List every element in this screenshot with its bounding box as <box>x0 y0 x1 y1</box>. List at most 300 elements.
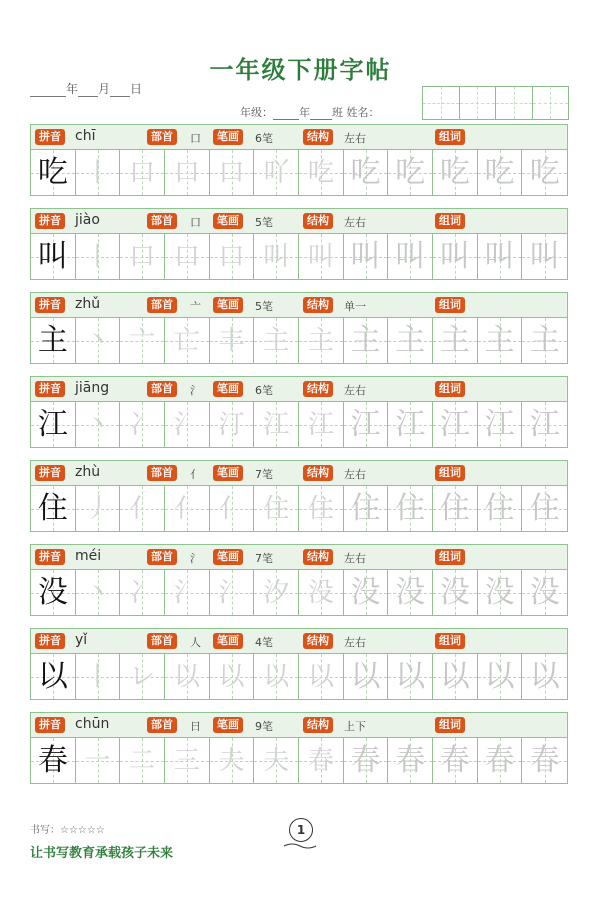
words-badge: 组词 <box>435 633 465 649</box>
strokes-text: 9笔 <box>255 720 273 733</box>
stroke-order-cell[interactable] <box>165 654 210 699</box>
radical-badge: 部首 <box>147 129 177 145</box>
pinyin-badge: 拼音 <box>35 465 65 481</box>
tracing-cell[interactable] <box>388 150 433 195</box>
trace-character: 住 <box>395 490 426 526</box>
stroke-order-cell[interactable] <box>299 150 344 195</box>
structure-badge: 结构 <box>303 633 333 649</box>
stroke-step: 没 <box>307 577 334 608</box>
model-character: 江 <box>37 406 68 442</box>
model-character-cell <box>31 738 76 783</box>
radical-text: 日 <box>190 720 201 733</box>
stroke-order-cell[interactable] <box>254 570 299 615</box>
trace-character: 叫 <box>395 238 426 274</box>
radical-badge: 部首 <box>147 213 177 229</box>
stroke-step: 主 <box>307 325 334 356</box>
stroke-order-cell[interactable] <box>299 570 344 615</box>
structure-badge: 结构 <box>303 129 333 145</box>
tracing-cell[interactable] <box>388 738 433 783</box>
tracing-cell[interactable] <box>522 402 567 447</box>
stroke-order-cell[interactable] <box>254 486 299 531</box>
structure-badge: 结构 <box>303 297 333 313</box>
tracing-cell[interactable] <box>522 234 567 279</box>
stroke-step: 丶 <box>84 409 111 440</box>
stroke-order-cell[interactable] <box>210 150 255 195</box>
stroke-order-cell[interactable] <box>299 738 344 783</box>
trace-character: 住 <box>484 490 515 526</box>
stroke-step: 亠 <box>129 325 156 356</box>
student-info <box>240 104 380 120</box>
tracing-cell[interactable] <box>522 570 567 615</box>
writing-grid <box>30 738 568 784</box>
radical-badge: 部首 <box>147 381 177 397</box>
stroke-step: 吃 <box>307 157 334 188</box>
trace-character: 吃 <box>350 154 381 190</box>
radical-text: 口 <box>190 132 201 145</box>
writing-grid <box>30 234 568 280</box>
pinyin-badge: 拼音 <box>35 633 65 649</box>
stroke-order-cell[interactable] <box>299 654 344 699</box>
page-number: 1 <box>289 818 313 842</box>
pinyin-text: zhù <box>75 464 101 480</box>
strokes-text: 5笔 <box>255 216 273 229</box>
model-character-cell <box>31 486 76 531</box>
month-blank[interactable] <box>78 84 98 97</box>
stroke-step: 口 <box>218 241 245 272</box>
stroke-order-cell[interactable] <box>210 654 255 699</box>
stroke-order-cell[interactable] <box>76 570 121 615</box>
trace-character: 叫 <box>350 238 381 274</box>
stroke-order-cell[interactable] <box>120 570 165 615</box>
radical-text: 亠 <box>190 300 201 313</box>
stroke-step: 口 <box>173 241 200 272</box>
character-info-bar <box>30 376 568 402</box>
pinyin-text: yǐ <box>75 632 88 648</box>
stroke-order-cell[interactable] <box>165 486 210 531</box>
trace-character: 以 <box>395 658 426 694</box>
tracing-cell[interactable] <box>388 234 433 279</box>
trace-character: 以 <box>439 658 470 694</box>
stroke-order-cell[interactable] <box>120 738 165 783</box>
date-line <box>30 80 142 97</box>
strokes-badge: 笔画 <box>213 381 243 397</box>
stroke-step: 吖 <box>263 157 290 188</box>
tracing-cell[interactable] <box>433 318 478 363</box>
name-boxes[interactable] <box>422 86 568 120</box>
radical-text: 氵 <box>190 384 201 397</box>
model-character-cell <box>31 402 76 447</box>
pinyin-text: jiāng <box>75 380 110 396</box>
trace-character: 叫 <box>439 238 470 274</box>
stroke-step: 江 <box>307 409 334 440</box>
name-cell[interactable] <box>422 86 460 120</box>
stroke-order-cell[interactable] <box>165 738 210 783</box>
tracing-cell[interactable] <box>344 570 389 615</box>
practice-block <box>30 712 568 784</box>
strokes-text: 6笔 <box>255 132 273 145</box>
tracing-cell[interactable] <box>344 486 389 531</box>
page-number-decoration <box>282 842 318 850</box>
model-character-cell <box>31 234 76 279</box>
tracing-cell[interactable] <box>478 738 523 783</box>
stroke-order-cell[interactable] <box>210 234 255 279</box>
month-label: 月 <box>98 82 111 96</box>
model-character-cell <box>31 150 76 195</box>
tracing-cell[interactable] <box>522 654 567 699</box>
model-character: 以 <box>37 658 68 694</box>
stroke-order-cell[interactable] <box>165 318 210 363</box>
slogan: 让书写教育承载孩子未来 <box>30 846 174 861</box>
structure-text: 左右 <box>344 636 366 649</box>
tracing-cell[interactable] <box>522 318 567 363</box>
day-label: 日 <box>130 82 143 96</box>
trace-character: 江 <box>439 406 470 442</box>
structure-badge: 结构 <box>303 465 333 481</box>
tracing-cell[interactable] <box>344 654 389 699</box>
trace-character: 主 <box>439 322 470 358</box>
tracing-cell[interactable] <box>433 234 478 279</box>
structure-badge: 结构 <box>303 717 333 733</box>
tracing-cell[interactable] <box>344 738 389 783</box>
stroke-step: 冫 <box>129 577 156 608</box>
stroke-step: 亡 <box>173 325 200 356</box>
model-character: 没 <box>37 574 68 610</box>
name-cell[interactable] <box>495 86 533 120</box>
writing-grid <box>30 570 568 616</box>
day-blank[interactable] <box>110 84 130 97</box>
strokes-badge: 笔画 <box>213 129 243 145</box>
stroke-order-cell[interactable] <box>120 150 165 195</box>
grade-label: 年级： <box>240 106 273 119</box>
tracing-cell[interactable] <box>388 654 433 699</box>
tracing-cell[interactable] <box>478 318 523 363</box>
stroke-step: 住 <box>307 493 334 524</box>
radical-text: 氵 <box>190 552 201 565</box>
structure-text: 上下 <box>344 720 366 733</box>
structure-text: 单一 <box>344 300 366 313</box>
pinyin-text: jiào <box>75 212 100 228</box>
tracing-cell[interactable] <box>388 402 433 447</box>
strokes-text: 5笔 <box>255 300 273 313</box>
trace-character: 主 <box>484 322 515 358</box>
radical-badge: 部首 <box>147 549 177 565</box>
trace-character: 住 <box>350 490 381 526</box>
strokes-badge: 笔画 <box>213 717 243 733</box>
writing-grid <box>30 654 568 700</box>
practice-block <box>30 292 568 364</box>
tracing-cell[interactable] <box>344 150 389 195</box>
radical-badge: 部首 <box>147 717 177 733</box>
stroke-step: 三 <box>173 745 200 776</box>
structure-text: 左右 <box>344 216 366 229</box>
trace-character: 吃 <box>439 154 470 190</box>
stroke-step: 亻 <box>173 493 200 524</box>
tracing-cell[interactable] <box>433 654 478 699</box>
pinyin-badge: 拼音 <box>35 297 65 313</box>
tracing-cell[interactable] <box>522 150 567 195</box>
stroke-order-cell[interactable] <box>76 486 121 531</box>
name-cell[interactable] <box>532 86 570 120</box>
model-character: 春 <box>37 742 68 778</box>
model-character-cell <box>31 570 76 615</box>
trace-character: 吃 <box>395 154 426 190</box>
tracing-cell[interactable] <box>522 738 567 783</box>
stroke-step: 口 <box>218 157 245 188</box>
structure-text: 左右 <box>344 132 366 145</box>
tracing-cell[interactable] <box>522 486 567 531</box>
tracing-cell[interactable] <box>388 318 433 363</box>
structure-badge: 结构 <box>303 213 333 229</box>
stroke-step: 汀 <box>218 409 245 440</box>
stroke-step: 亻 <box>218 493 245 524</box>
model-character: 住 <box>37 490 68 526</box>
trace-character: 江 <box>395 406 426 442</box>
stroke-step: 冫 <box>129 409 156 440</box>
character-info-bar <box>30 628 568 654</box>
words-badge: 组词 <box>435 465 465 481</box>
pinyin-badge: 拼音 <box>35 381 65 397</box>
stroke-order-cell[interactable] <box>120 318 165 363</box>
trace-character: 叫 <box>484 238 515 274</box>
tracing-cell[interactable] <box>433 738 478 783</box>
character-info-bar <box>30 208 568 234</box>
stroke-order-cell[interactable] <box>165 234 210 279</box>
structure-badge: 结构 <box>303 381 333 397</box>
tracing-cell[interactable] <box>344 402 389 447</box>
tracing-cell[interactable] <box>433 402 478 447</box>
stroke-step: 江 <box>263 409 290 440</box>
trace-character: 春 <box>484 742 515 778</box>
character-info-bar <box>30 712 568 738</box>
writing-grid <box>30 486 568 532</box>
stroke-step: 丿 <box>84 493 111 524</box>
tracing-cell[interactable] <box>388 486 433 531</box>
stroke-order-cell[interactable] <box>165 150 210 195</box>
character-info-bar <box>30 460 568 486</box>
model-character: 主 <box>37 322 68 358</box>
words-badge: 组词 <box>435 717 465 733</box>
trace-character: 以 <box>350 658 381 694</box>
stroke-order-cell[interactable] <box>254 738 299 783</box>
stroke-order-cell[interactable] <box>120 486 165 531</box>
stroke-order-cell[interactable] <box>254 654 299 699</box>
writing-grid <box>30 150 568 196</box>
trace-character: 没 <box>395 574 426 610</box>
stroke-step: 一 <box>84 745 111 776</box>
writing-grid <box>30 402 568 448</box>
tracing-cell[interactable] <box>478 654 523 699</box>
words-badge: 组词 <box>435 549 465 565</box>
stroke-order-cell[interactable] <box>254 234 299 279</box>
trace-character: 主 <box>395 322 426 358</box>
stroke-order-cell[interactable] <box>299 318 344 363</box>
trace-character: 住 <box>439 490 470 526</box>
tracing-cell[interactable] <box>344 318 389 363</box>
model-character-cell <box>31 318 76 363</box>
stroke-step: 以 <box>263 661 290 692</box>
radical-badge: 部首 <box>147 465 177 481</box>
trace-character: 住 <box>529 490 560 526</box>
stroke-step: 以 <box>173 661 200 692</box>
strokes-badge: 笔画 <box>213 297 243 313</box>
structure-text: 左右 <box>344 468 366 481</box>
class-blank[interactable] <box>310 108 332 120</box>
tracing-cell[interactable] <box>478 234 523 279</box>
pinyin-badge: 拼音 <box>35 717 65 733</box>
stroke-step: 口 <box>129 157 156 188</box>
structure-text: 左右 <box>344 552 366 565</box>
practice-block <box>30 544 568 616</box>
radical-text: 人 <box>190 636 201 649</box>
stroke-order-cell[interactable] <box>210 570 255 615</box>
stroke-step: 二 <box>129 745 156 776</box>
stroke-step: 氵 <box>218 577 245 608</box>
stroke-order-cell[interactable] <box>210 318 255 363</box>
words-badge: 组词 <box>435 381 465 397</box>
tracing-cell[interactable] <box>344 234 389 279</box>
stroke-order-cell[interactable] <box>76 738 121 783</box>
radical-text: 亻 <box>190 468 201 481</box>
structure-text: 左右 <box>344 384 366 397</box>
trace-character: 春 <box>529 742 560 778</box>
structure-badge: 结构 <box>303 549 333 565</box>
stroke-step: 丨 <box>84 661 111 692</box>
trace-character: 江 <box>529 406 560 442</box>
trace-character: 以 <box>529 658 560 694</box>
model-character: 叫 <box>37 238 68 274</box>
stroke-step: 汐 <box>263 577 290 608</box>
words-badge: 组词 <box>435 213 465 229</box>
tracing-cell[interactable] <box>433 150 478 195</box>
year-blank[interactable] <box>30 84 66 97</box>
trace-character: 春 <box>439 742 470 778</box>
trace-character: 春 <box>395 742 426 778</box>
stroke-order-cell[interactable] <box>76 318 121 363</box>
character-info-bar <box>30 544 568 570</box>
pinyin-text: zhǔ <box>75 296 101 312</box>
pinyin-badge: 拼音 <box>35 213 65 229</box>
stroke-step: 丨 <box>84 157 111 188</box>
stroke-order-cell[interactable] <box>76 654 121 699</box>
stroke-step: 主 <box>263 325 290 356</box>
radical-badge: 部首 <box>147 297 177 313</box>
stroke-order-cell[interactable] <box>76 150 121 195</box>
practice-block <box>30 208 568 280</box>
page-title: 一年级下册字帖 <box>209 55 392 84</box>
practice-block <box>30 124 568 196</box>
trace-character: 没 <box>529 574 560 610</box>
stroke-order-cell[interactable] <box>254 318 299 363</box>
stroke-order-cell[interactable] <box>76 234 121 279</box>
stroke-step: 以 <box>307 661 334 692</box>
stroke-step: 氵 <box>173 409 200 440</box>
grade-blank[interactable] <box>273 108 299 120</box>
class-label: 班 <box>332 106 343 119</box>
tracing-cell[interactable] <box>388 570 433 615</box>
stroke-step: 亻 <box>129 493 156 524</box>
radical-badge: 部首 <box>147 633 177 649</box>
trace-character: 吃 <box>484 154 515 190</box>
stroke-order-cell[interactable] <box>210 486 255 531</box>
tracing-cell[interactable] <box>433 486 478 531</box>
stroke-order-cell[interactable] <box>254 150 299 195</box>
stroke-step: 春 <box>307 745 334 776</box>
stroke-order-cell[interactable] <box>299 402 344 447</box>
stroke-order-cell[interactable] <box>76 402 121 447</box>
trace-character: 没 <box>484 574 515 610</box>
trace-character: 没 <box>439 574 470 610</box>
practice-block <box>30 376 568 448</box>
tracing-cell[interactable] <box>478 486 523 531</box>
stroke-step: 丶 <box>84 577 111 608</box>
stroke-order-cell[interactable] <box>254 402 299 447</box>
writing-grid <box>30 318 568 364</box>
pinyin-badge: 拼音 <box>35 549 65 565</box>
pinyin-badge: 拼音 <box>35 129 65 145</box>
rating-stars: 书写：☆☆☆☆☆ <box>30 825 105 836</box>
stroke-step: 叫 <box>307 241 334 272</box>
stroke-step: 叫 <box>263 241 290 272</box>
trace-character: 主 <box>350 322 381 358</box>
tracing-cell[interactable] <box>478 150 523 195</box>
tracing-cell[interactable] <box>478 570 523 615</box>
stroke-step: 丰 <box>218 325 245 356</box>
trace-character: 吃 <box>529 154 560 190</box>
year-label: 年 <box>66 82 79 96</box>
words-badge: 组词 <box>435 297 465 313</box>
stroke-order-cell[interactable] <box>299 234 344 279</box>
stroke-order-cell[interactable] <box>120 234 165 279</box>
stroke-order-cell[interactable] <box>299 486 344 531</box>
trace-character: 春 <box>350 742 381 778</box>
strokes-badge: 笔画 <box>213 549 243 565</box>
stroke-step: 以 <box>218 661 245 692</box>
model-character-cell <box>31 654 76 699</box>
stroke-step: 氵 <box>173 577 200 608</box>
trace-character: 主 <box>529 322 560 358</box>
trace-character: 江 <box>350 406 381 442</box>
pinyin-text: chūn <box>75 716 110 732</box>
stroke-order-cell[interactable] <box>210 738 255 783</box>
stroke-step: 丶 <box>84 325 111 356</box>
pinyin-text: méi <box>75 548 102 564</box>
stroke-order-cell[interactable] <box>210 402 255 447</box>
strokes-badge: 笔画 <box>213 465 243 481</box>
stroke-order-cell[interactable] <box>165 570 210 615</box>
strokes-text: 7笔 <box>255 552 273 565</box>
trace-character: 以 <box>484 658 515 694</box>
stroke-step: 口 <box>173 157 200 188</box>
strokes-badge: 笔画 <box>213 213 243 229</box>
stroke-step: 口 <box>129 241 156 272</box>
strokes-text: 4笔 <box>255 636 273 649</box>
model-character: 吃 <box>37 154 68 190</box>
words-badge: 组词 <box>435 129 465 145</box>
tracing-cell[interactable] <box>433 570 478 615</box>
name-label: 姓名： <box>346 106 380 119</box>
radical-text: 口 <box>190 216 201 229</box>
stroke-order-cell[interactable] <box>120 654 165 699</box>
stroke-step: 住 <box>263 493 290 524</box>
practice-block <box>30 460 568 532</box>
strokes-badge: 笔画 <box>213 633 243 649</box>
stroke-order-cell[interactable] <box>120 402 165 447</box>
stroke-order-cell[interactable] <box>165 402 210 447</box>
strokes-text: 7笔 <box>255 468 273 481</box>
name-cell[interactable] <box>459 86 497 120</box>
stroke-step: 丨 <box>84 241 111 272</box>
tracing-cell[interactable] <box>478 402 523 447</box>
